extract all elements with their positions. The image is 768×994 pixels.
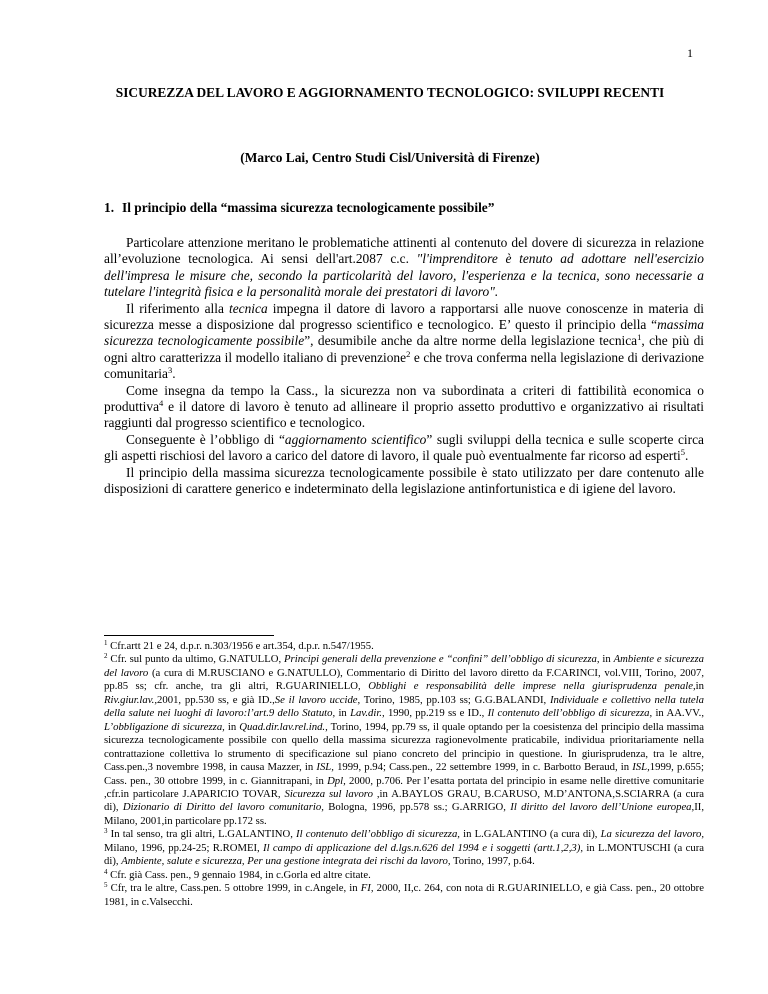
document-title: SICUREZZA DEL LAVORO E AGGIORNAMENTO TECNOLOGICO: SVILUPPI RECENTI bbox=[115, 85, 665, 100]
paragraph bbox=[104, 383, 704, 432]
page-number: 1 bbox=[687, 46, 693, 60]
footnote-text: Cfr. già Cass. pen., 9 gennaio 1984, in c.Gorla ed altre citate. bbox=[107, 868, 371, 881]
footnote: $^3$ In tal senso, tra gli altri, L.GALANTINO, Il contenuto dell’obbligo di sicurezza, in L.GALANTINO (a cura di), La sicurezza del lavoro, Milano, 1996, pp.24-25; R.ROMEI, Il campo di applicazione del d.lgs.n.626 del 1994 e i soggetti (artt.1,2,3), in L.MONTUSCHI (a cura di), Ambiente, salute e sicurezza, Per una gestione integrata dei rischi da lavoro, Torino, 1997, p.64. bbox=[104, 827, 705, 868]
text-run: Particolare attenzione meritano le problematiche attinenti al contenuto del dovere di sicurezza in relazione all’evoluzione tecnologica. Ai sensi dell'art.2087 c.c. bbox=[104, 235, 704, 267]
text-run: . bbox=[684, 448, 689, 464]
text-run: Conseguente è l’obbligo di “ bbox=[126, 431, 285, 447]
footnote bbox=[104, 640, 704, 653]
text-run: ” sugli sviluppi della tecnica e sulle scoperte circa gli aspetti rischiosi del lavoro a carico del datore di lavoro, il quale può eventualmente far ricorso ad esperti bbox=[104, 431, 704, 464]
author-line: (Marco Lai, Centro Studi Cisl/Università di Firenze) bbox=[240, 150, 540, 165]
footnote bbox=[104, 869, 704, 882]
footnote: $^2$ Cfr. sul punto da ultimo, G.NATULLO, Principi generali della prevenzione e “confini” dell’obbligo di sicurezza, in Ambiente e sicurezza del lavoro (a cura di M.RUSCIANO e G.NATULLO), Commentario di Diritto del lavoro diretto da F.CARINCI, vol.VIII, Torino, 2007, pp.85 ss; cfr. anche, tra gli altri, R.GUARINIELLO, Obblighi e responsabilità delle imprese nella giurisprudenza penale,in Riv.giur.lav.,2001, pp.530 ss, e già ID.,Se il lavoro uccide, Torino, 1985, pp.103 ss; G.G.BALANDI, Individuale e collettivo nella tutela della salute nei luoghi di lavoro:l’art.9 dello Statuto, in Lav.dir., 1990, pp.219 ss e ID., Il contenuto dell’obbligo di sicurezza, in AA.VV., L’obbligazione di sicurezza, in Quad.dir.lav.rel.ind., Torino, 1994, pp.79 ss, il quale optando per la coesistenza del principio della massima sicurezza tecnologicamente possibile con quello della massima sicurezza ragionevolmente praticabile, individua prioritariamente nella contrattazione collettiva lo strumento di specificazione sul piano concreto del principio in questione. In giurisprudenza, tra le altre, Cass.pen.,3 novembre 1998, in causa Mazzer, in ISL, 1999, p.94; Cass.pen., 22 settembre 1999, in c. Barbotto Beraud, in ISL,1999, p.655; Cass. pen., 30 ottobre 1999, in c. Giannitrapani, in Dpl, 2000, p.706. Per l’esatta portata del principio in esame nelle direttive comunitarie ,cfr.in particolare J.APARICIO TOVAR, Sicurezza sul lavoro ,in A.BAYLOS GRAU, B.CARUSO, M.D’ANTONA,S.SCIARRA (a cura di), Dizionario di Diritto del lavoro comunitario, Bologna, 1996, pp.578 ss.; G.ARRIGO, Il diritto del lavoro dell’Unione europea,II, Milano, 2001,in particolare pp.172 ss. bbox=[104, 652, 705, 827]
paragraph bbox=[104, 432, 704, 465]
footnote-text: Cfr.artt 21 e 24, d.p.r. n.303/1956 e art.354, d.p.r. n.547/1955. bbox=[107, 640, 374, 652]
text-run: , che più di ogni altro caratterizza il modello italiano di prevenzione bbox=[104, 333, 705, 365]
italic-term: massima sicurezza tecnologicamente possibile bbox=[104, 317, 704, 349]
text-run: e che trova conferma nella legislazione di derivazione comunitaria bbox=[104, 349, 704, 382]
footnote: $^5$ Cfr, tra le altre, Cass.pen. 5 ottobre 1999, in c.Angele, in FI, 2000, II,c. 264, con nota di R.GUARINIELLO, e già Cass. pen., 20 ottobre 1981, in c.Valsecchi. bbox=[104, 881, 704, 908]
paragraph bbox=[104, 465, 704, 498]
footnote-ref[interactable]: 2 bbox=[406, 348, 411, 359]
text-run: ”, desumibile anche da altre norme della legislazione tecnica bbox=[304, 333, 638, 349]
italic-term: tecnica bbox=[228, 300, 268, 316]
footnote-number: 5 bbox=[104, 881, 108, 890]
section-number: 1. bbox=[104, 200, 115, 215]
footnote-ref[interactable]: 5 bbox=[680, 447, 685, 458]
footnote-ref[interactable]: 3 bbox=[167, 365, 173, 376]
paragraph bbox=[104, 235, 704, 301]
quoted-article: "l'imprenditore è tenuto ad adottare nell'esercizio dell'impresa le misure che, secondo la particolarità del lavoro, l'esperienza e la tecnica, sono necessarie a tutelare l'integrità fisica e la personalità morale dei prestatori di lavoro". bbox=[104, 251, 704, 300]
text-run: impegna il datore di lavoro a rapportarsi alle nuove conoscenze in materia di sicurezza messe a disposizione dal progresso scientifico e tecnologico. E’ questo il principio della “ bbox=[104, 300, 704, 333]
footnote-number: 2 bbox=[104, 652, 108, 661]
footnote-number: 4 bbox=[104, 867, 108, 876]
footnote-number: 1 bbox=[104, 639, 108, 647]
section-title: Il principio della “massima sicurezza tecnologicamente possibile” bbox=[122, 200, 495, 215]
text-run: . bbox=[172, 366, 176, 382]
section-heading bbox=[104, 200, 704, 216]
italic-term: aggiornamento scientifico bbox=[284, 431, 427, 447]
text-run: Come insegna da tempo la Cass., la sicurezza non va subordinata a criteri di fattibilità economica o produttiva bbox=[104, 382, 704, 415]
footnote-number: 3 bbox=[104, 827, 108, 836]
text-run: Il principio della massima sicurezza tecnologicamente possibile è stato utilizzato per dare contenuto alle disposizioni di carattere generico e indeterminato della legislazione antinfortunistica e di igiene del lavoro. bbox=[104, 464, 704, 497]
text-run: e il datore di lavoro è tenuto ad allineare il proprio assetto produttivo e organizzativo ai risultati raggiunti dal progresso scientifico e tecnologico. bbox=[104, 399, 704, 431]
footnotes bbox=[104, 640, 704, 909]
text-run: Il riferimento alla bbox=[126, 300, 229, 316]
paragraph bbox=[104, 301, 704, 383]
footnote-separator bbox=[104, 635, 274, 636]
footnote-ref[interactable]: 1 bbox=[637, 332, 642, 343]
footnote-ref[interactable]: 4 bbox=[159, 398, 164, 409]
body-text bbox=[104, 235, 704, 498]
